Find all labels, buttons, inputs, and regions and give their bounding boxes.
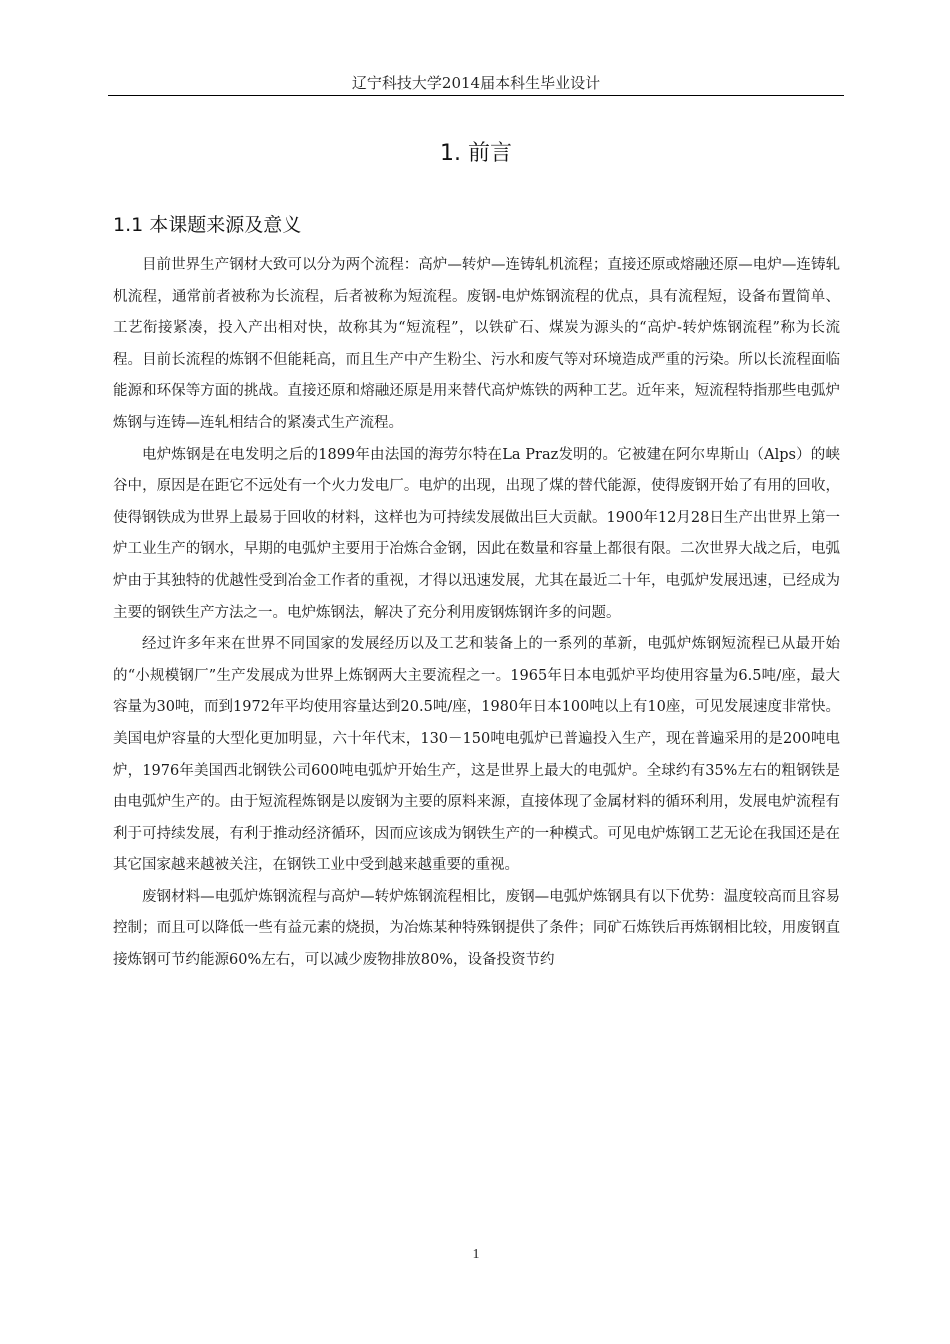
paragraph: 废钢材料—电弧炉炼钢流程与高炉—转炉炼钢流程相比，废钢—电弧炉炼钢具有以下优势：温度较高而且容易控制；而且可以降低一些有益元素的烧损，为冶炼某种特殊钢提供了条件；同矿石炼铁后再炼钢相比较，用废钢直接炼钢可节约能源60%左右，可以减少废物排放80%，设备投资节约	[113, 888, 840, 969]
paragraph: 经过许多年来在世界不同国家的发展经历以及工艺和装备上的一系列的革新，电弧炉炼钢短流程已从最开始的“小规模钢厂”生产发展成为世界上炼钢两大主要流程之一。1965年日本电弧炉平均使用容量为6.5吨/座，最大容量为30吨，而到1972年平均使用容量达到20.5吨/座，1980年日本100吨以上有10座，可见发展速度非常快。美国电炉容量的大型化更加明显，六十年代末，130－150吨电弧炉已普遍投入生产，现在普遍采用的是200吨电炉，1976年美国西北钢铁公司600吨电弧炉开始生产，这是世界上最大的电弧炉。全球约有35%左右的粗钢铁是由电弧炉生产的。由于短流程炼钢是以废钢为主要的原料来源，直接体现了金属材料的循环利用，发展电炉流程有利于可持续发展，有利于推动经济循环，因而应该成为钢铁生产的一种模式。可见电炉炼钢工艺无论在我国还是在其它国家越来越被关注，在钢铁工业中受到越来越重要的重视。	[113, 636, 840, 874]
chapter-title: 1. 前言	[440, 141, 512, 166]
paragraph: 电炉炼钢是在电发明之后的1899年由法国的海劳尔特在La Praz发明的。它被建在阿尔卑斯山（Alps）的峡谷中，原因是在距它不远处有一个火力发电厂。电炉的出现，出现了煤的替代能源，使得废钢开始了有用的回收，使得钢铁成为世界上最易于回收的材料，这样也为可持续发展做出巨大贡献。1900年12月28日生产出世界上第一炉工业生产的钢水，早期的电弧炉主要用于冶炼合金钢，因此在数量和容量上都很有限。二次世界大战之后，电弧炉由于其独特的优越性受到冶金工作者的重视，才得以迅速发展，尤其在最近二十年，电弧炉发展迅速，已经成为主要的钢铁生产方法之一。电炉炼钢法，解决了充分利用废钢炼钢许多的问题。	[113, 446, 840, 621]
paragraph: 目前世界生产钢材大致可以分为两个流程：高炉—转炉—连铸轧机流程；直接还原或熔融还原—电炉—连铸轧机流程，通常前者被称为长流程，后者被称为短流程。废钢-电炉炼钢流程的优点，具有流程短，设备布置简单、工艺衔接紧凑，投入产出相对快，故称其为“短流程”，以铁矿石、煤炭为源头的“高炉-转炉炼钢流程”称为长流程。目前长流程的炼钢不但能耗高，而且生产中产生粉尘、污水和废气等对环境造成严重的污染。所以长流程面临能源和环保等方面的挑战。直接还原和熔融还原是用来替代高炉炼铁的两种工艺。近年来，短流程特指那些电弧炉炼钢与连铸—连轧相结合的紧凑式生产流程。	[113, 257, 840, 431]
page-number: 1	[472, 1247, 480, 1262]
running-header: 辽宁科技大学2014届本科生毕业设计	[351, 74, 601, 92]
body-text	[113, 250, 840, 977]
header-rule	[108, 95, 844, 96]
section-title: 1.1 本课题来源及意义	[113, 214, 302, 236]
